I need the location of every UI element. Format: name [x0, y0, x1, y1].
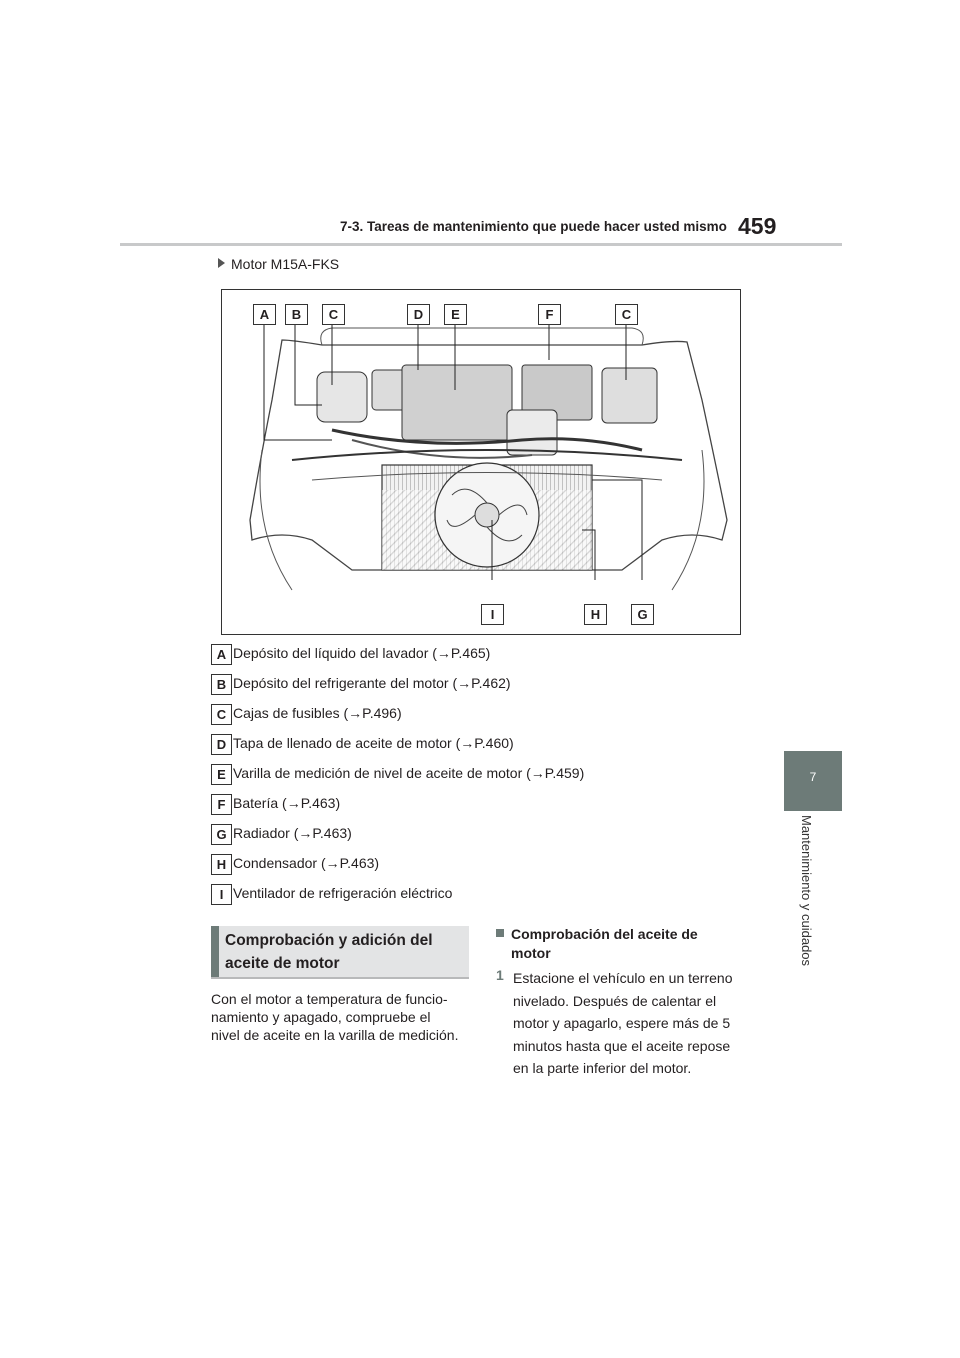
- step-line: nivelado. Después de calentar el: [513, 992, 717, 1009]
- paragraph-line: Con el motor a temperatura de funcio-: [211, 991, 448, 1007]
- subsection-heading: [511, 925, 741, 963]
- step-line: motor y apagarlo, espere más de 5: [513, 1015, 731, 1031]
- legend-text: Depósito del líquido del lavador (→P.465): [233, 645, 491, 661]
- paragraph-line: nivel de aceite en la varilla de medición.: [211, 1027, 459, 1043]
- section-heading-line: Comprobación y adición del: [225, 932, 433, 949]
- legend-key: D: [211, 734, 232, 755]
- paragraph-line: namiento y apagado, compruebe el: [211, 1009, 431, 1025]
- callout-i: I: [481, 604, 504, 625]
- callout-c-left: C: [322, 304, 345, 325]
- callout-d: D: [407, 304, 430, 325]
- chapter-title: Mantenimiento y cuidados: [799, 815, 814, 967]
- section-heading-bar: [211, 926, 219, 978]
- section-heading-rule: [211, 977, 469, 979]
- legend-key: A: [211, 644, 232, 665]
- callout-g: G: [631, 604, 654, 625]
- step-text: [513, 967, 749, 1080]
- legend-text: Ventilador de refrigeración eléctrico: [233, 885, 453, 901]
- legend-text: Varilla de medición de nivel de aceite de motor (→P.459): [233, 765, 585, 781]
- callout-f: F: [538, 304, 561, 325]
- section-heading: [225, 929, 465, 975]
- section-header-title: 7-3. Tareas de mantenimiento que puede hacer usted mismo: [340, 219, 727, 234]
- legend-text: Radiador (→P.463): [233, 825, 352, 841]
- legend-key: E: [211, 764, 232, 785]
- figure-caption: [218, 256, 339, 272]
- figure-caption-text: Motor M15A-FKS: [231, 256, 340, 272]
- section-paragraph: [211, 990, 471, 1044]
- section-heading-line: aceite de motor: [225, 955, 340, 972]
- legend-key: F: [211, 794, 232, 815]
- step-line: minutos hasta que el aceite repose: [513, 1037, 731, 1054]
- legend-key: C: [211, 704, 232, 725]
- legend-key: I: [211, 884, 232, 905]
- callout-e: E: [444, 304, 467, 325]
- triangle-bullet-icon: [218, 258, 225, 268]
- legend-text: Batería (→P.463): [233, 795, 341, 811]
- engine-bay-drawing: [222, 290, 739, 633]
- legend-key: G: [211, 824, 232, 845]
- step-line: en la parte inferior del motor.: [513, 1060, 692, 1076]
- callout-c-right: C: [615, 304, 638, 325]
- subsection-heading-line: motor: [511, 945, 551, 961]
- step-line: Estacione el vehículo en un terreno: [513, 970, 733, 986]
- header-divider: [120, 243, 842, 246]
- legend-text: Cajas de fusibles (→P.496): [233, 705, 402, 721]
- chapter-title-vertical: [751, 815, 877, 975]
- legend-text: Depósito del refrigerante del motor (→P.462): [233, 675, 511, 691]
- callout-h: H: [584, 604, 607, 625]
- callout-b: B: [285, 304, 308, 325]
- step-number: 1: [496, 967, 504, 983]
- legend-key: B: [211, 674, 232, 695]
- legend-text: Tapa de llenado de aceite de motor (→P.460): [233, 735, 514, 751]
- legend-key: H: [211, 854, 232, 875]
- square-bullet-icon: [496, 929, 504, 937]
- engine-bay-illustration: [221, 289, 741, 635]
- subsection-heading-line: Comprobación del aceite de: [511, 926, 698, 942]
- chapter-number: 7: [809, 770, 817, 784]
- legend-text: Condensador (→P.463): [233, 855, 380, 871]
- page-number: 459: [738, 213, 777, 239]
- callout-a: A: [253, 304, 276, 325]
